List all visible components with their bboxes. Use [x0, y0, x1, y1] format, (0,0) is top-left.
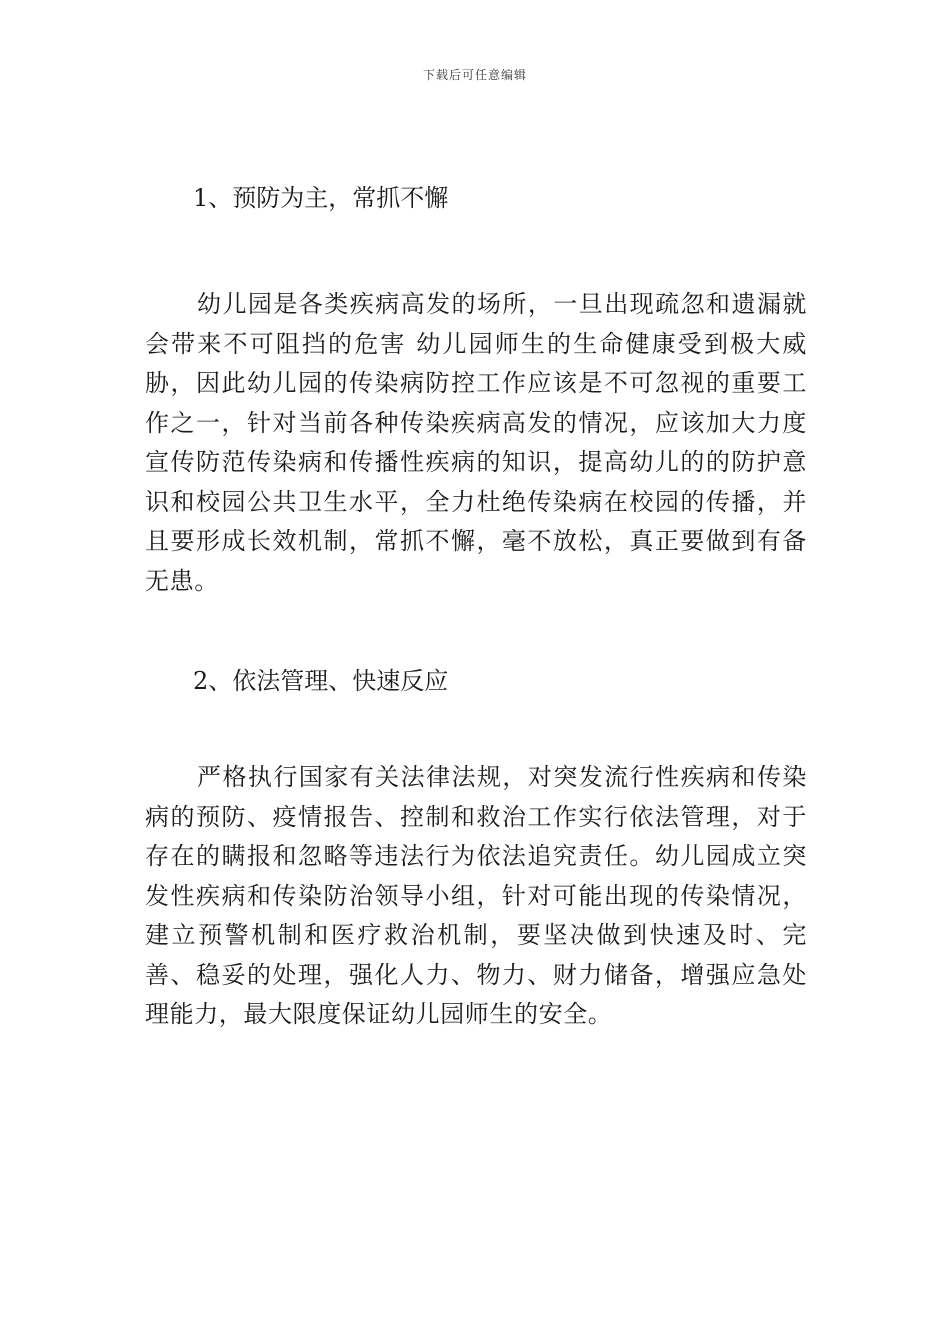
- section-paragraph-2: 严格执行国家有关法律法规，对突发流行性疾病和传染病的预防、疫情报告、控制和救治工作实行依法管理，对于存在的瞒报和忽略等违法行为依法追究责任。幼儿园成立突发性疾病和传染防治领导小组，针对可能出现的传染情况，建立预警机制和医疗救治机制，要坚决做到快速及时、完善、稳妥的处理，强化人力、物力、财力储备，增强应急处理能力，最大限度保证幼儿园师生的安全。: [145, 763, 807, 1028]
- section-heading-2: 2、依法管理、快速反应: [193, 667, 449, 695]
- page-header: 下载后可任意编辑: [422, 68, 527, 82]
- spacer: [145, 218, 807, 285]
- spacer: [145, 601, 807, 661]
- section-heading-1: 1、预防为主，常抓不懈: [193, 184, 449, 212]
- section-paragraph-1: 幼儿园是各类疾病高发的场所，一旦出现疏忽和遗漏就会带来不可阻挡的危害 幼儿园师生的生命健康受到极大威胁，因此幼儿园的传染病防控工作应该是不可忽视的重要工作之一，针对当前各种传染疾病高发的情况，应该加大力度宣传防范传染病和传播性疾病的知识，提高幼儿的的防护意识和校园公共卫生水平，全力杜绝传染病在校园的传播，并且要形成长效机制，常抓不懈，毫不放松，真正要做到有备无患。: [145, 290, 807, 595]
- spacer: [145, 701, 807, 758]
- document-body: [145, 178, 807, 1035]
